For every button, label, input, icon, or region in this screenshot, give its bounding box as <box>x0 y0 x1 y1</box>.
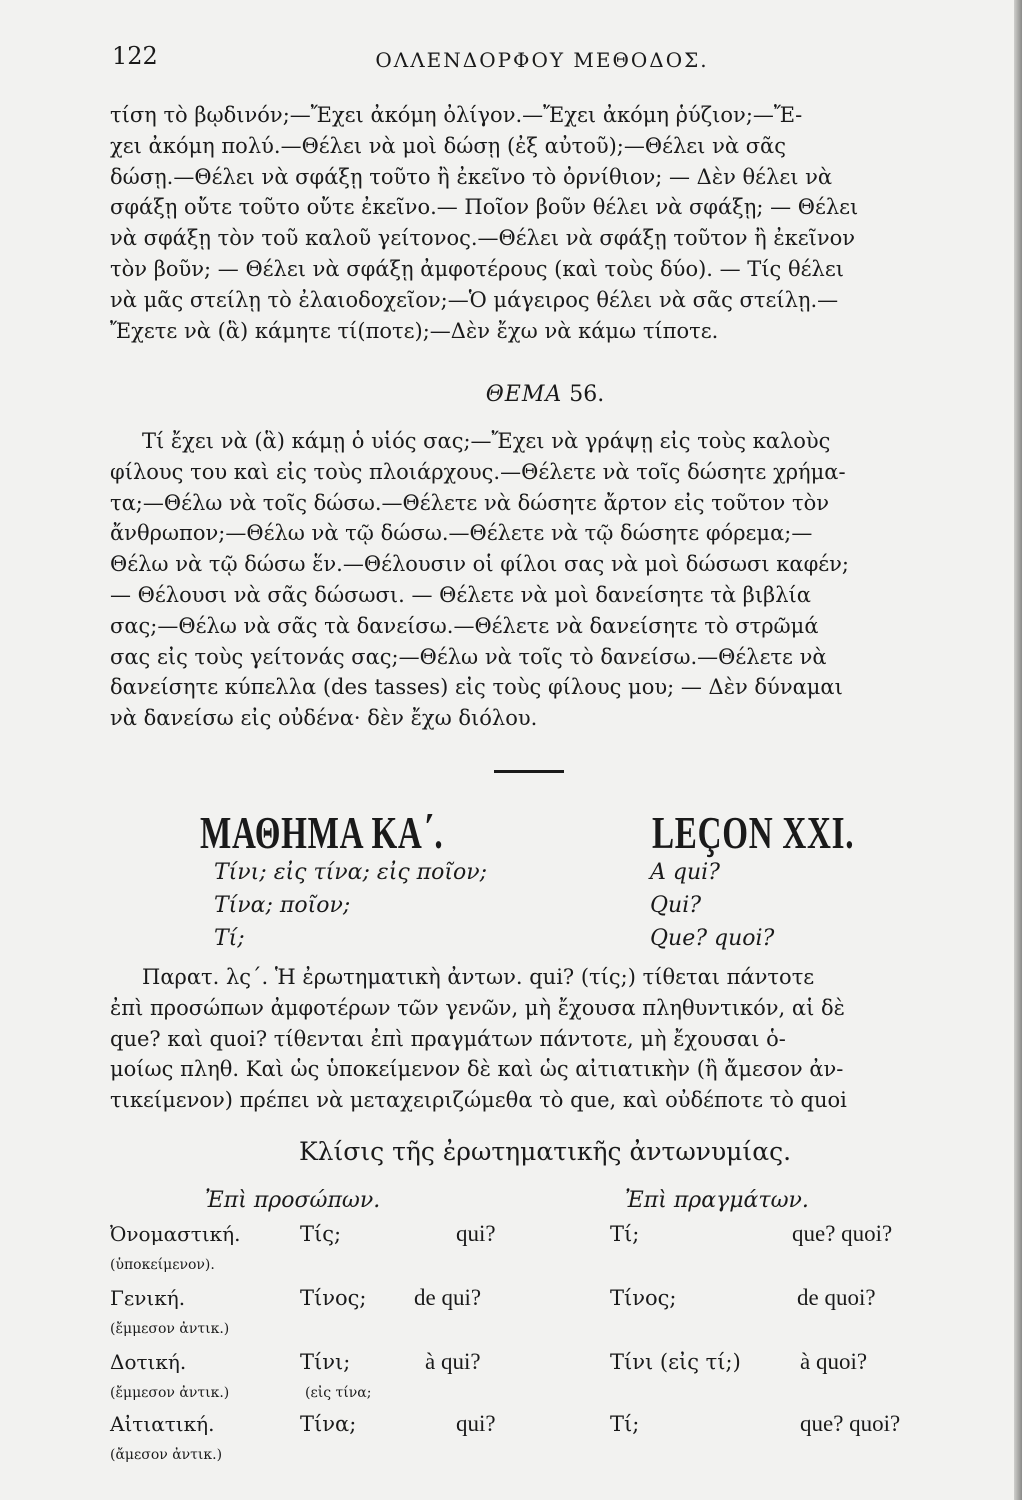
text-line: χει ἀκόμη πολύ.—Θέλει νὰ μοὶ δώσῃ (ἐξ αὐτοῦ);—Θέλει νὰ σᾶς <box>110 133 786 158</box>
text-line: τα;—Θέλω νὰ τοῖς δώσω.—Θέλετε νὰ δώσητε ἄρτον εἰς τοῦτον τὸν <box>110 490 830 515</box>
greek-thing-form: Τί; <box>610 1222 640 1246</box>
text-line: — Θέλουσι νὰ σᾶς δώσωσι. — Θέλετε νὰ μοὶ δανείσητε τὰ βιβλία <box>110 582 811 607</box>
french-question-1: A qui? <box>650 860 720 885</box>
page-edge-shadow <box>1014 0 1022 1500</box>
text-line: νὰ μᾶς στείλῃ τὸ ἐλαιοδοχεῖον;—Ὁ μάγειρος θέλει νὰ σᾶς στείλῃ.— <box>110 287 839 312</box>
lesson-title-french: LEÇON XXI. <box>652 807 855 858</box>
text-line: Ἔχετε νὰ (ἃ) κάμητε τί(ποτε);—Δὲν ἔχω νὰ κάμω τίποτε. <box>110 318 719 343</box>
french-person-form: qui? <box>456 1221 496 1246</box>
theme-number: 56. <box>569 382 605 407</box>
text-line: μοίως πληθ. Καὶ ὡς ὑποκείμενον δὲ καὶ ὡς αἰτιατικὴν (ἢ ἄμεσον ἀν- <box>110 1057 844 1082</box>
case-name: Γενική. <box>110 1286 186 1310</box>
text-line: φίλους του καὶ εἰς τοὺς πλοιάρχους.—Θέλετε νὰ τοῖς δώσητε χρήμα- <box>110 459 846 484</box>
case-note: (ὑποκείμενον). <box>110 1257 215 1273</box>
page-header <box>112 42 972 82</box>
text-line: σφάξῃ οὔτε τοῦτο οὔτε ἐκεῖνο.— Ποῖον βοῦν θέλει νὰ σφάξῃ; — Θέλει <box>110 195 859 220</box>
case-note: (ἔμμεσον ἀντικ.) <box>110 1321 230 1337</box>
exercise-56-text <box>110 426 980 734</box>
french-thing-form: que? quoi? <box>800 1411 901 1436</box>
theme-heading <box>110 382 980 407</box>
french-thing-form: que? quoi? <box>792 1221 893 1246</box>
text-line: σας εἰς τοὺς γείτονάς σας;—Θέλω νὰ τοῖς τὸ δανείσω.—Θέλετε νὰ <box>110 644 827 669</box>
french-person-form: de qui? <box>414 1285 482 1310</box>
text-line: Τί ἔχει νὰ (ἃ) κάμῃ ὁ υἱός σας;—Ἔχει νὰ γράψῃ εἰς τοὺς καλοὺς <box>142 429 831 453</box>
text-line: que? καὶ quoi? τίθενται ἐπὶ πραγμάτων πάντοτε, μὴ ἔχουσαι ὁ- <box>110 1026 786 1051</box>
french-thing-form: à quoi? <box>800 1349 868 1374</box>
text-line: τὸν βοῦν; — Θέλει νὰ σφάξῃ ἀμφοτέρους (καὶ τοὺς δύο). — Τίς θέλει <box>110 256 844 281</box>
text-line: δώσῃ.—Θέλει νὰ σφάξῃ τοῦτο ἢ ἐκεῖνο τὸ ὀρνίθιον; — Δὲν θέλει νὰ <box>110 164 833 189</box>
remark-paragraph <box>110 962 980 1116</box>
text-line: τικείμενον) πρέπει νὰ μεταχειριζώμεθα τὸ que, καὶ οὐδέποτε τὸ quoi <box>110 1088 847 1113</box>
greek-person-form: Τίνα; <box>300 1412 357 1436</box>
greek-person-form: Τίνι; <box>300 1350 351 1374</box>
french-question-3: Que? quoi? <box>650 926 775 951</box>
running-title: ΟΛΛΕΝΔΟΡΦΟΥ ΜΕΘΟΔΟΣ. <box>375 48 709 72</box>
things-heading: Ἐπὶ πραγμάτων. <box>625 1188 809 1213</box>
french-person-form: à qui? <box>425 1349 481 1374</box>
case-name: Αἰτιατική. <box>110 1412 215 1436</box>
text-line: νὰ δανείσω εἰς οὐδένα· δὲν ἔχω διόλου. <box>110 706 538 731</box>
text-line: νὰ σφάξῃ τὸν τοῦ καλοῦ γείτονος.—Θέλει νὰ σφάξῃ τοῦτον ἢ ἐκεῖνον <box>110 226 856 251</box>
text-line: σας;—Θέλω νὰ σᾶς τὰ δανείσω.—Θέλετε νὰ δανείσητε τὸ στρῶμά <box>110 613 819 638</box>
text-line: δανείσητε κύπελλα (des tasses) εἰς τοὺς φίλους μου; — Δὲν δύναμαι <box>110 675 843 700</box>
greek-question-2: Τίνα; ποῖον; <box>214 893 351 918</box>
greek-thing-form: Τί; <box>610 1412 640 1436</box>
lesson-title-greek: ΜΑΘΗΜΑ ΚΑ΄. <box>200 807 444 858</box>
exercise-top-text <box>110 100 980 346</box>
french-question-2: Qui? <box>650 893 702 918</box>
french-person-form: qui? <box>456 1411 496 1436</box>
page-number: 122 <box>112 42 158 70</box>
text-line: ἐπὶ προσώπων ἀμφοτέρων τῶν γενῶν, μὴ ἔχουσα πληθυντικόν, αἱ δὲ <box>110 995 845 1020</box>
greek-person-form: Τίνος; <box>300 1286 367 1310</box>
case-name: Ὀνομαστική. <box>110 1222 241 1246</box>
text-line: Παρατ. λς΄. Ἡ ἐρωτηματικὴ ἀντων. qui? (τίς;) τίθεται πάντοτε <box>142 965 815 989</box>
greek-question-3: Τί; <box>214 926 245 951</box>
greek-person-form: Τίς; <box>300 1222 342 1246</box>
text-line: ἄνθρωπον;—Θέλω νὰ τῷ δώσω.—Θέλετε νὰ τῷ δώσητε φόρεμα;— <box>110 521 813 546</box>
text-line: τίση τὸ βῳδινόν;—Ἔχει ἀκόμη ὀλίγον.—Ἔχει ἀκόμη ῥύζιον;—Ἔ- <box>110 103 803 127</box>
section-divider <box>494 770 564 773</box>
greek-thing-form: Τίνος; <box>610 1286 677 1310</box>
french-thing-form: de quoi? <box>797 1285 876 1310</box>
greek-thing-form: Τίνι (εἰς τί;) <box>610 1350 741 1374</box>
dative-alternative: (εἰς τίνα; <box>305 1385 372 1401</box>
case-note: (ἔμμεσον ἀντικ.) <box>110 1385 230 1401</box>
persons-heading: Ἐπὶ προσώπων. <box>205 1188 381 1213</box>
text-line: Θέλω νὰ τῷ δώσω ἕν.—Θέλουσιν οἱ φίλοι σας νὰ μοὶ δώσωσι καφέν; <box>110 552 850 577</box>
case-name: Δοτική. <box>110 1350 187 1374</box>
case-note: (ἄμεσον ἀντικ.) <box>110 1447 223 1463</box>
theme-label: ΘΕΜΑ <box>485 382 563 407</box>
declension-title: Κλίσις τῆς ἐρωτηματικῆς ἀντωνυμίας. <box>298 1137 792 1166</box>
greek-question-1: Τίνι; εἰς τίνα; εἰς ποῖον; <box>214 860 487 885</box>
